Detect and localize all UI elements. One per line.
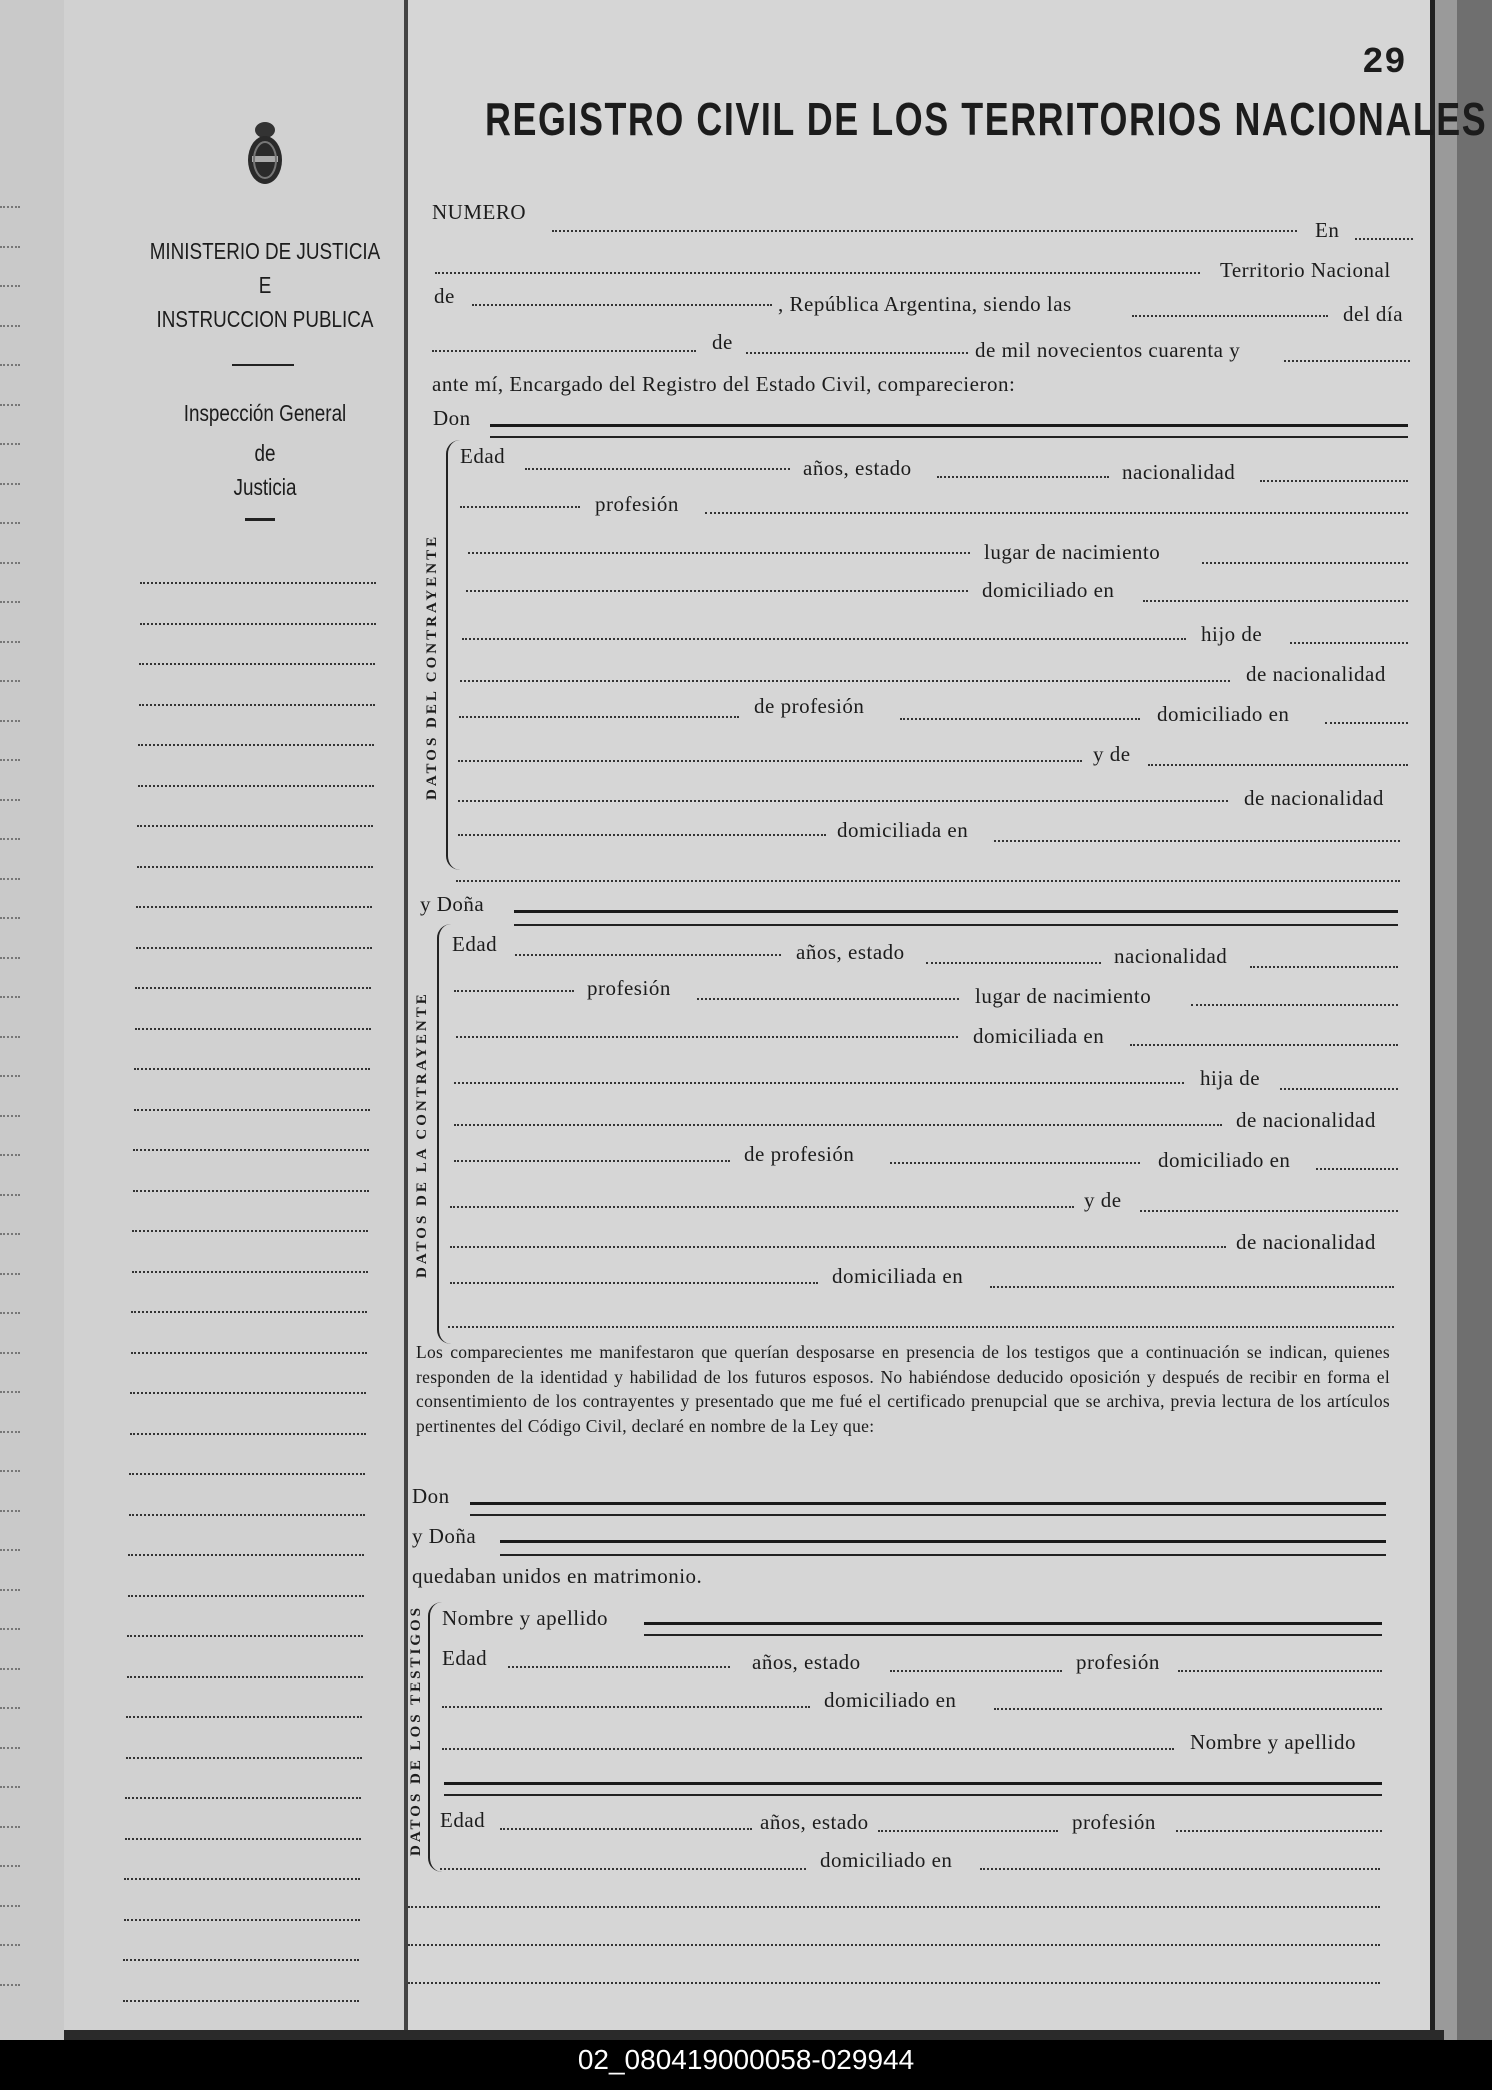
ministry-divider: [232, 364, 294, 366]
t2-anos-label: años, estado: [760, 1810, 869, 1834]
c-edad-field[interactable]: [525, 468, 790, 470]
c-domiciliada-label: domiciliada en: [837, 818, 969, 842]
don-label: Don: [433, 406, 471, 430]
c-padre-field[interactable]: [460, 680, 1230, 682]
facing-page-line: [0, 1312, 20, 1314]
ante-label: ante mí, Encargado del Registro del Estado Civil, comparecieron:: [432, 372, 1016, 396]
t2-dom-pre-field[interactable]: [440, 1868, 806, 1870]
notes-field-2[interactable]: [408, 1944, 1380, 1946]
f-nacionalidad-label: nacionalidad: [1114, 944, 1228, 968]
facing-page-line: [0, 562, 20, 564]
margin-note-line[interactable]: [129, 1473, 365, 1475]
c-lugar-pre-field[interactable]: [468, 552, 970, 554]
margin-note-line[interactable]: [126, 1757, 362, 1759]
notes-field-1[interactable]: [408, 1906, 1380, 1908]
t1-profesion-field[interactable]: [1178, 1670, 1382, 1672]
f-madre-field[interactable]: [1140, 1210, 1398, 1212]
c-edad-label: Edad: [460, 444, 506, 468]
facing-page-line: [0, 1431, 20, 1433]
facing-page-line: [0, 1391, 20, 1393]
c-y-de-label: y de: [1093, 742, 1131, 766]
c-madre-field[interactable]: [1148, 764, 1408, 766]
facing-page-line: [0, 680, 20, 682]
facing-page-line: [0, 878, 20, 880]
margin-note-line[interactable]: [136, 947, 372, 949]
f-nacionalidad-field[interactable]: [1250, 966, 1398, 968]
facing-page-line: [0, 1786, 20, 1788]
territorio-label: Territorio Nacional: [1220, 258, 1391, 282]
c-domiciliado-label: domiciliado en: [982, 578, 1115, 602]
facing-page-line: [0, 1233, 20, 1235]
facing-page-line: [0, 443, 20, 445]
t1-edad-label: Edad: [442, 1646, 488, 1670]
facing-page-line: [0, 1944, 20, 1946]
c-hijo-field[interactable]: [1290, 642, 1408, 644]
margin-note-line[interactable]: [125, 1797, 361, 1799]
facing-page-line: [0, 1036, 20, 1038]
f-padre-nac-field[interactable]: [454, 1160, 730, 1162]
margin-note-line[interactable]: [127, 1676, 363, 1678]
c-hijo-label: hijo de: [1201, 622, 1263, 646]
c-domiciliado2-label: domiciliado en: [1157, 702, 1290, 726]
facing-page-line: [0, 285, 20, 287]
contrayente-brace: [446, 440, 462, 870]
f-madre-dom-field[interactable]: [990, 1286, 1394, 1288]
f-extra-field[interactable]: [448, 1326, 1394, 1328]
union-don-underline: [470, 1514, 1386, 1516]
facing-page-line: [0, 917, 20, 919]
union-dona-underline: [500, 1554, 1386, 1556]
contrayenta-brace: [437, 924, 453, 1344]
t1-nombre-field[interactable]: [644, 1622, 1382, 1625]
c-de-nacionalidad-label: de nacionalidad: [1246, 662, 1386, 686]
t2-domiciliado-field[interactable]: [980, 1868, 1380, 1870]
f-y-de-label: y de: [1084, 1188, 1122, 1212]
facing-page-line: [0, 1549, 20, 1551]
f-pre-profesion-field[interactable]: [454, 990, 574, 992]
facing-page-line: [0, 601, 20, 603]
union-dona-label: y Doña: [412, 1524, 477, 1548]
facing-page-line: [0, 206, 20, 208]
c-padre-dom2-field[interactable]: [458, 760, 1082, 762]
margin-note-line[interactable]: [134, 1109, 370, 1111]
margin-note-line[interactable]: [134, 1068, 370, 1070]
t2-profesion-field[interactable]: [1176, 1830, 1382, 1832]
margin-note-line[interactable]: [137, 825, 373, 827]
margin-note-line[interactable]: [130, 1433, 366, 1435]
t1-anos-label: años, estado: [752, 1650, 861, 1674]
f-estado-field[interactable]: [926, 962, 1101, 964]
t1-domiciliado-label: domiciliado en: [824, 1688, 957, 1712]
c-padre-prof-field[interactable]: [900, 718, 1140, 720]
inspection-divider: [245, 518, 275, 521]
en-field[interactable]: [1355, 238, 1413, 240]
facing-page-line: [0, 759, 20, 761]
facing-page-line: [0, 1589, 20, 1591]
anio-field[interactable]: [1284, 360, 1410, 362]
y-dona-label: y Doña: [420, 892, 485, 916]
facing-page-line: [0, 720, 20, 722]
facing-page-line: [0, 1510, 20, 1512]
margin-note-line[interactable]: [132, 1271, 368, 1273]
margin-note-line[interactable]: [129, 1514, 365, 1516]
facing-page-line: [0, 1826, 20, 1828]
declaration-text: Los comparecientes me manifestaron que querían desposarse en presencia de los testigos que a continuación se indican, quienes responden de la identidad y habilidad de los futuros esposos. No habiéndose deducido oposición y después de recibir en forma el consentimiento de los contrayentes y presentado que me fué el certificado prenupcial que se archiva, previa lectura de los artículos pertinentes del Código Civil, declaré en nombre de la Ley que:: [416, 1342, 1390, 1436]
f-edad-field[interactable]: [515, 954, 781, 956]
c-nacionalidad-label: nacionalidad: [1122, 460, 1236, 484]
f-domiciliada-field[interactable]: [1130, 1044, 1398, 1046]
c-extra-field[interactable]: [456, 880, 1400, 882]
margin-note-line[interactable]: [135, 987, 371, 989]
f-hija-field[interactable]: [1280, 1088, 1398, 1090]
facing-page-line: [0, 1154, 20, 1156]
siendo-las-field[interactable]: [1132, 315, 1328, 317]
territorio-field[interactable]: [435, 272, 1200, 274]
f-domiciliada2-label: domiciliada en: [832, 1264, 964, 1288]
book-edge: [1430, 0, 1492, 2040]
c-anos-estado-label: años, estado: [803, 456, 912, 480]
c-madre-nac-field[interactable]: [458, 834, 826, 836]
don-field-underline: [490, 436, 1408, 438]
notes-field-3[interactable]: [408, 1982, 1380, 1984]
c-domiciliado-field[interactable]: [1143, 600, 1408, 602]
facing-page-line: [0, 1470, 20, 1472]
coat-of-arms-icon: [240, 118, 290, 190]
margin-note-line[interactable]: [124, 1878, 360, 1880]
f-edad-label: Edad: [452, 932, 498, 956]
f-de-nacionalidad-label: de nacionalidad: [1236, 1108, 1376, 1132]
c-nacionalidad-field[interactable]: [1260, 480, 1408, 482]
margin-note-line[interactable]: [128, 1595, 364, 1597]
facing-page-line: [0, 1628, 20, 1630]
facing-page-line: [0, 483, 20, 485]
t2-profesion-label: profesión: [1072, 1810, 1156, 1834]
t1-domiciliado-field[interactable]: [994, 1708, 1382, 1710]
facing-page-line: [0, 246, 20, 248]
c-hijo-pre-field[interactable]: [462, 638, 1186, 640]
t1-dom-pre-field[interactable]: [442, 1706, 810, 1708]
c-de-nacionalidad2-label: de nacionalidad: [1244, 786, 1384, 810]
t2-nombre-label: Nombre y apellido: [1190, 1730, 1356, 1754]
mes-field[interactable]: [746, 352, 968, 354]
facing-page-line: [0, 799, 20, 801]
numero-label: NUMERO: [432, 200, 527, 224]
mil-label: de mil novecientos cuarenta y: [975, 338, 1241, 362]
del-dia-label: del día: [1343, 302, 1404, 326]
footer-image-id: 02_080419000058-029944: [577, 2044, 915, 2075]
t2-nombre-field[interactable]: [444, 1782, 1382, 1785]
margin-note-line[interactable]: [137, 866, 373, 868]
ministry-line3: INSTRUCCION PUBLICA: [156, 306, 374, 332]
f-domic-pre-field[interactable]: [456, 1036, 958, 1038]
union-dona-field[interactable]: [500, 1540, 1386, 1543]
margin-note-line[interactable]: [139, 663, 375, 665]
margin-note-line[interactable]: [126, 1716, 362, 1718]
dia-field[interactable]: [432, 350, 696, 352]
facing-page-line: [0, 1905, 20, 1907]
c-domic-pre-field[interactable]: [466, 590, 968, 592]
dona-field[interactable]: [514, 910, 1398, 913]
t1-nombre-label: Nombre y apellido: [442, 1606, 608, 1630]
facing-page-line: [0, 957, 20, 959]
inspection-line1: Inspección General: [183, 400, 347, 426]
margin-note-line[interactable]: [131, 1352, 367, 1354]
t2-edad-label: Edad: [440, 1808, 486, 1832]
facing-page-line: [0, 522, 20, 524]
margin-note-line[interactable]: [123, 2000, 359, 2002]
margin-note-line[interactable]: [133, 1149, 369, 1151]
f-madre-nac-field[interactable]: [450, 1282, 818, 1284]
republica-label: , República Argentina, siendo las: [778, 292, 1072, 316]
f-hija-pre-field[interactable]: [454, 1082, 1184, 1084]
f-lugar-label: lugar de nacimiento: [975, 984, 1152, 1008]
f-padre-dom-field[interactable]: [1316, 1168, 1398, 1170]
facing-page-line: [0, 364, 20, 366]
c-madre2-field[interactable]: [458, 800, 1228, 802]
margin-note-line[interactable]: [138, 785, 374, 787]
facing-page-edge: [0, 0, 67, 2040]
c-padre-dom-field[interactable]: [1325, 722, 1408, 724]
t2-nombre-underline: [444, 1794, 1382, 1796]
c-madre-dom-field[interactable]: [994, 840, 1400, 842]
de2-label: de: [712, 330, 733, 354]
facing-page-line: [0, 1273, 20, 1275]
t2-edad-field[interactable]: [500, 1828, 752, 1830]
c-lugar-label: lugar de nacimiento: [984, 540, 1161, 564]
f-anos-estado-label: años, estado: [796, 940, 905, 964]
margin-note-line[interactable]: [128, 1554, 364, 1556]
f-padre-field[interactable]: [454, 1124, 1222, 1126]
facing-page-line: [0, 1115, 20, 1117]
facing-page-line: [0, 325, 20, 327]
f-de-nacionalidad2-label: de nacionalidad: [1236, 1230, 1376, 1254]
page-bottom-frame: [64, 2030, 1444, 2040]
t1-profesion-label: profesión: [1076, 1650, 1160, 1674]
dona-field-underline: [514, 924, 1398, 926]
t1-nombre-underline: [644, 1634, 1382, 1636]
margin-note-line[interactable]: [133, 1190, 369, 1192]
t1-edad-field[interactable]: [508, 1666, 730, 1668]
margin-note-line[interactable]: [140, 623, 376, 625]
facing-page-line: [0, 404, 20, 406]
de-field[interactable]: [472, 304, 772, 306]
contrayenta-side-label: DATOS DE LA CONTRAYENTE: [414, 991, 430, 1278]
t2-pre-field[interactable]: [442, 1748, 1174, 1750]
margin-note-line[interactable]: [132, 1230, 368, 1232]
union-don-field[interactable]: [470, 1502, 1386, 1505]
page-title: REGISTRO CIVIL DE LOS TERRITORIOS NACIONALES: [485, 93, 1488, 145]
f-padre-prof-field[interactable]: [890, 1162, 1140, 1164]
facing-page-line: [0, 1352, 20, 1354]
f-profesion-label: profesión: [587, 976, 671, 1000]
facing-page-line: [0, 838, 20, 840]
ministry-line2: E: [258, 272, 272, 298]
f-domiciliada-label: domiciliada en: [973, 1024, 1105, 1048]
facing-page-line: [0, 641, 20, 643]
testigos-side-label: DATOS DE LOS TESTIGOS: [408, 1605, 424, 1856]
don-field[interactable]: [490, 424, 1408, 427]
f-domiciliado-label: domiciliado en: [1158, 1148, 1291, 1172]
quedaban-label: quedaban unidos en matrimonio.: [412, 1564, 703, 1588]
margin-note-line[interactable]: [127, 1635, 363, 1637]
c-profesion-field[interactable]: [705, 512, 1408, 514]
en-label: En: [1315, 218, 1340, 242]
margin-note-line[interactable]: [131, 1311, 367, 1313]
facing-page-line: [0, 1707, 20, 1709]
margin-note-line[interactable]: [125, 1838, 361, 1840]
margin-note-line[interactable]: [136, 906, 372, 908]
f-hija-label: hija de: [1200, 1066, 1261, 1090]
c-lugar-field[interactable]: [1202, 562, 1408, 564]
f-madre2-field[interactable]: [450, 1246, 1226, 1248]
c-de-profesion-label: de profesión: [754, 694, 865, 718]
margin-note-line[interactable]: [124, 1919, 360, 1921]
inspection-line3: Justicia: [233, 474, 297, 500]
t2-estado-field[interactable]: [878, 1830, 1058, 1832]
f-de-profesion-label: de profesión: [744, 1142, 855, 1166]
c-padre-nac-field[interactable]: [459, 716, 739, 718]
facing-page-line: [0, 1075, 20, 1077]
de-label: de: [434, 284, 455, 308]
numero-field[interactable]: [552, 230, 1297, 232]
c-pre-profesion-field[interactable]: [460, 506, 580, 508]
page-number: 29: [1362, 42, 1407, 83]
f-padre-dom2-field[interactable]: [450, 1206, 1074, 1208]
facing-page-line: [0, 1747, 20, 1749]
f-profesion-field[interactable]: [697, 998, 959, 1000]
inspection-line2: de: [254, 440, 276, 466]
facing-page-line: [0, 1194, 20, 1196]
c-estado-field[interactable]: [937, 476, 1109, 478]
facing-page-line: [0, 1865, 20, 1867]
t2-domiciliado-label: domiciliado en: [820, 1848, 953, 1872]
facing-page-line: [0, 1984, 20, 1986]
union-don-label: Don: [412, 1484, 450, 1508]
margin-note-line[interactable]: [139, 704, 375, 706]
margin-note-line[interactable]: [123, 1959, 359, 1961]
facing-page-line: [0, 996, 20, 998]
margin-note-line[interactable]: [138, 744, 374, 746]
ministry-line1: MINISTERIO DE JUSTICIA: [149, 238, 381, 264]
contrayente-side-label: DATOS DEL CONTRAYENTE: [424, 533, 440, 800]
margin-note-line[interactable]: [140, 582, 376, 584]
t1-estado-field[interactable]: [890, 1670, 1062, 1672]
margin-note-line[interactable]: [135, 1028, 371, 1030]
facing-page-line: [0, 1668, 20, 1670]
f-lugar-field[interactable]: [1191, 1004, 1398, 1006]
c-profesion-label: profesión: [595, 492, 679, 516]
margin-note-line[interactable]: [130, 1392, 366, 1394]
